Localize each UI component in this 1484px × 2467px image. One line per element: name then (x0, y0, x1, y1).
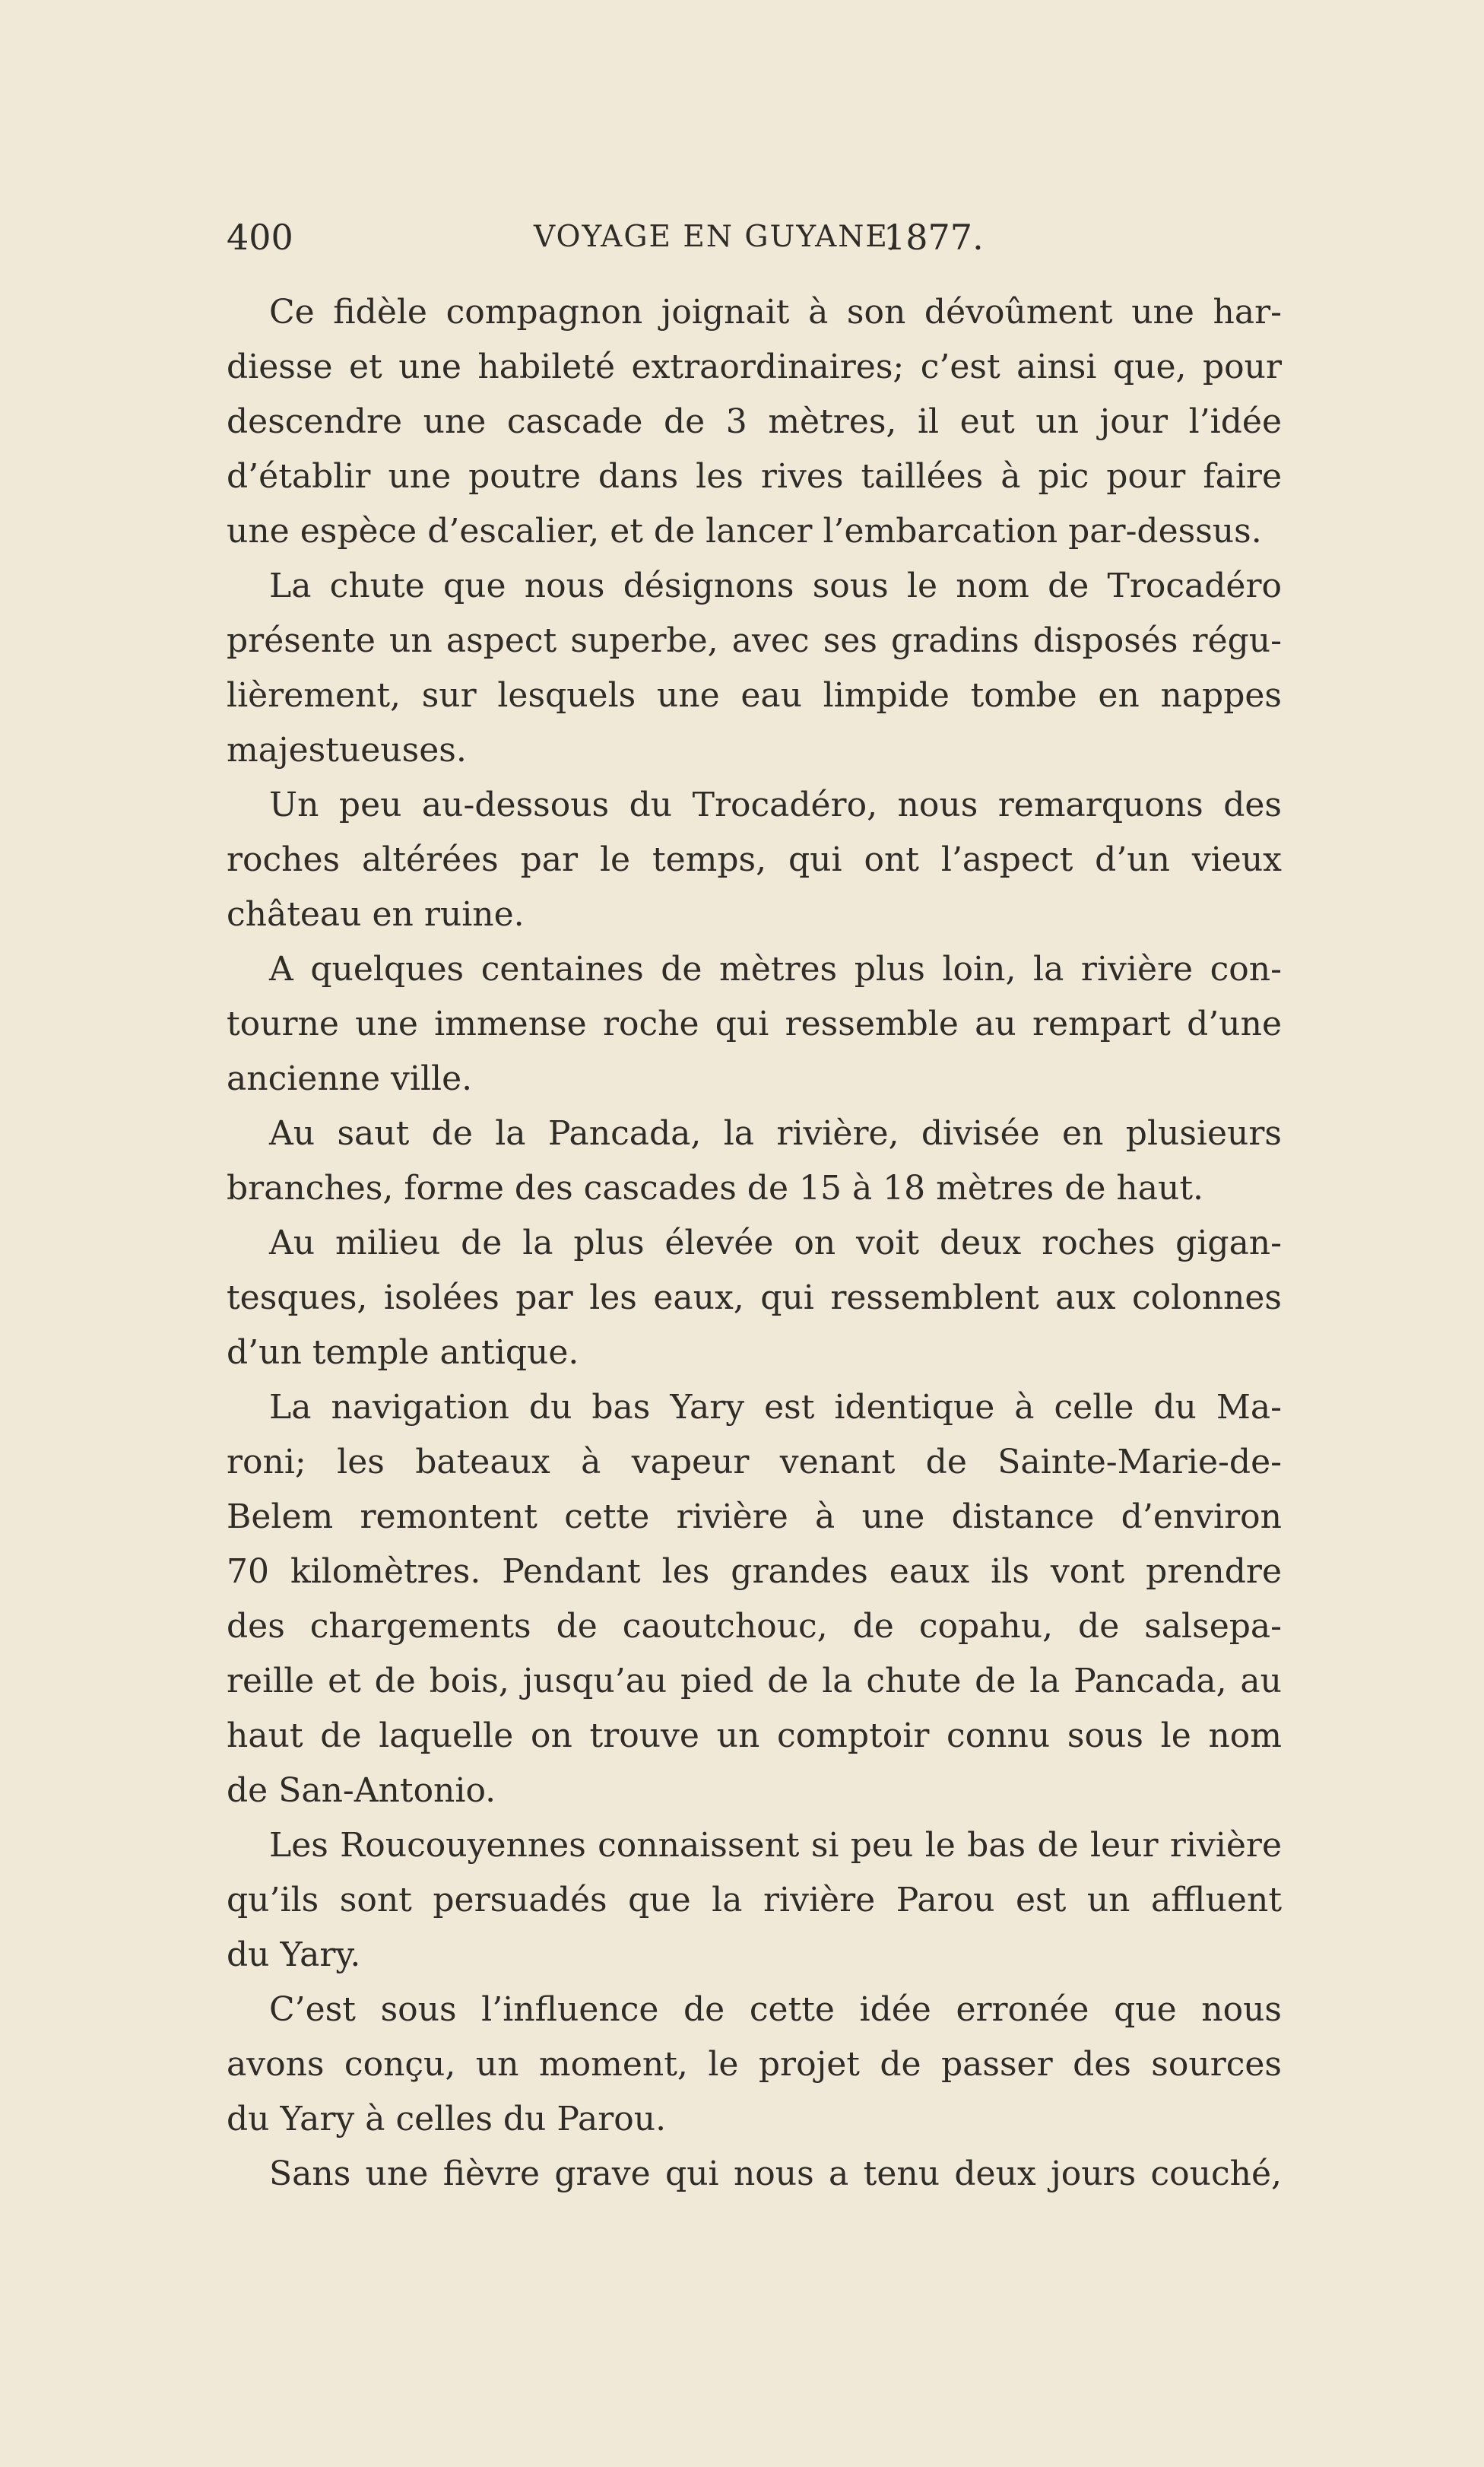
paragraph (227, 559, 1282, 778)
text-line: château en ruine. (227, 895, 525, 934)
paragraph (227, 1106, 1282, 1216)
text-line: branches, forme des cascades de 15 à 18 mètres de haut. (227, 1169, 1203, 1208)
paragraph (227, 1983, 1282, 2147)
page-header (227, 214, 1282, 260)
text-line: La chute que nous désignons sous le nom de Trocadéro (269, 567, 1282, 605)
text-line: La navigation du bas Yary est identique à celle du Ma- (269, 1388, 1282, 1427)
text-line: 70 kilomètres. Pendant les grandes eaux ils vont prendre (227, 1552, 1282, 1591)
text-line: Sans une fièvre grave qui nous a tenu deux jours couché, (269, 2154, 1282, 2193)
paragraph (227, 285, 1282, 559)
text-line: Un peu au-dessous du Trocadéro, nous remarquons des (269, 786, 1282, 824)
text-line: une espèce d’escalier, et de lancer l’embarcation par-dessus. (227, 512, 1262, 551)
paragraph (227, 778, 1282, 942)
paragraph (227, 1818, 1282, 1983)
text-line: haut de laquelle on trouve un comptoir connu sous le nom (227, 1716, 1282, 1755)
paragraph (227, 2147, 1282, 2202)
text-line: d’établir une poutre dans les rives taillées à pic pour faire (227, 457, 1282, 496)
text-line: Ce fidèle compagnon joignait à son dévoûment une har- (269, 293, 1282, 332)
text-line: des chargements de caoutchouc, de copahu, de salsepa- (227, 1607, 1282, 1646)
text-line: ancienne ville. (227, 1059, 473, 1098)
page-number: 400 (227, 217, 293, 258)
paragraph (227, 1216, 1282, 1380)
text-line: lièrement, sur lesquels une eau limpide tombe en nappes (227, 676, 1282, 715)
paragraph (227, 1380, 1282, 1818)
text-line: Au milieu de la plus élevée on voit deux roches gigan- (269, 1224, 1282, 1262)
text-line: d’un temple antique. (227, 1333, 579, 1372)
paragraph (227, 942, 1282, 1106)
text-line: du Yary. (227, 1935, 361, 1974)
text-line: C’est sous l’influence de cette idée erronée que nous (269, 1990, 1282, 2029)
text-line: majestueuses. (227, 731, 467, 770)
text-line: tesques, isolées par les eaux, qui ressemblent aux colonnes (227, 1278, 1282, 1317)
text-line: Au saut de la Pancada, la rivière, divisée en plusieurs (269, 1114, 1282, 1153)
text-line: reille et de bois, jusqu’au pied de la chute de la Pancada, au (227, 1662, 1282, 1700)
text-line: descendre une cascade de 3 mètres, il eut un jour l’idée (227, 402, 1282, 441)
text-line: A quelques centaines de mètres plus loin, la rivière con- (269, 950, 1282, 989)
text-line: Les Roucouyennes connaissent si peu le bas de leur rivière (269, 1826, 1282, 1865)
text-line: roni; les bateaux à vapeur venant de Sainte-Marie-de- (227, 1443, 1282, 1481)
running-title-year: 1877. (883, 217, 984, 258)
body-text (227, 285, 1282, 2202)
running-title: VOYAGE EN GUYANE, (534, 220, 900, 254)
text-line: de San-Antonio. (227, 1771, 496, 1810)
text-line: qu’ils sont persuadés que la rivière Parou est un affluent (227, 1881, 1282, 1919)
text-line: présente un aspect superbe, avec ses gradins disposés régu- (227, 621, 1282, 660)
text-line: avons conçu, un moment, le projet de passer des sources (227, 2045, 1282, 2084)
text-line: Belem remontent cette rivière à une distance d’environ (227, 1497, 1282, 1536)
text-line: du Yary à celles du Parou. (227, 2100, 667, 2138)
text-line: diesse et une habileté extraordinaires; c’est ainsi que, pour (227, 348, 1282, 386)
text-line: roches altérées par le temps, qui ont l’aspect d’un vieux (227, 840, 1282, 879)
text-line: tourne une immense roche qui ressemble au rempart d’une (227, 1005, 1282, 1043)
